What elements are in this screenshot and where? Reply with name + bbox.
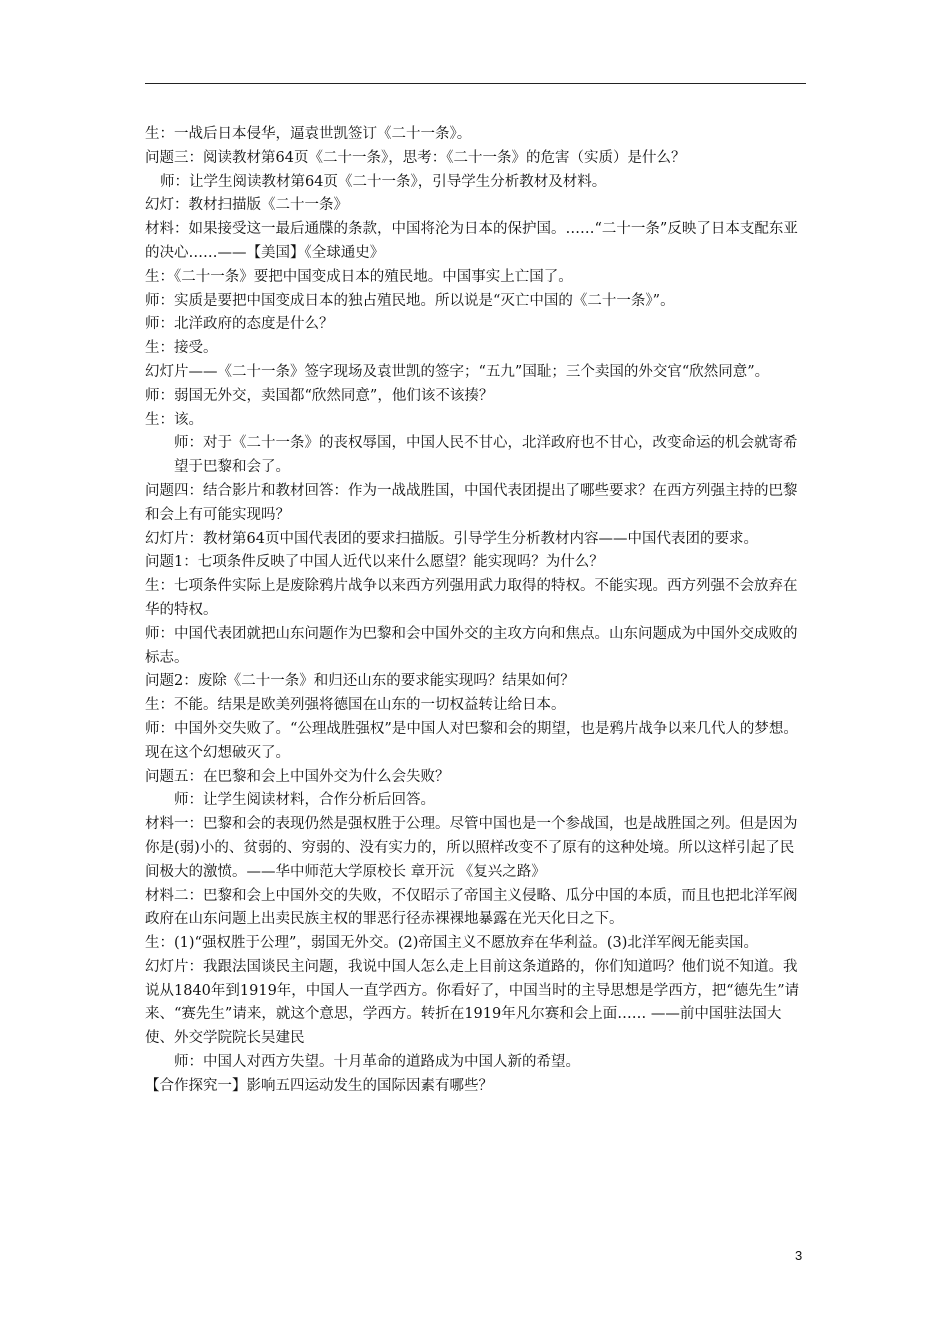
paragraph: 生：该。 [145, 411, 203, 428]
paragraph: 生：接受。 [145, 340, 218, 357]
paragraph: 生：不能。结果是欧美列强将德国在山东的一切权益转让给日本。 [145, 697, 566, 714]
paragraph: 生：一战后日本侵华，逼袁世凯签订《二十一条》。 [145, 126, 472, 142]
paragraph: 幻灯片：我跟法国谈民主问题，我说中国人怎么走上目前这条道路的，你们知道吗？他们说不知道。我说从1840年到1919年，中国人一直学西方。你看好了，中国当时的主导思想是学西方，把“德先生”请来、“赛先生”请来，就这个意思，学西方。转折在1919年凡尔赛和会上面…… ——前中国驻法国大使、外交学院院长吴建民 [145, 958, 800, 1047]
paragraph: 问题1：七项条件反映了中国人近代以来什么愿望？能实现吗？为什么？ [145, 554, 604, 571]
paragraph: 师：中国代表团就把山东问题作为巴黎和会中国外交的主攻方向和焦点。山东问题成为中国外交成败的标志。 [145, 625, 798, 666]
paragraph: 幻灯片：教材第64页中国代表团的要求扫描版。引导学生分析教材内容——中国代表团的要求。 [145, 530, 758, 547]
paragraph: 师：让学生阅读教材第64页《二十一条》，引导学生分析教材及材料。 [160, 173, 607, 190]
header-rule [145, 83, 806, 84]
paragraph: 问题三：阅读教材第64页《二十一条》，思考：《二十一条》的危害（实质）是什么？ [145, 149, 686, 166]
paragraph: 幻灯：教材扫描版《二十一条》 [145, 197, 348, 214]
page-number: 3 [795, 1248, 803, 1263]
paragraph: 幻灯片——《二十一条》签字现场及袁世凯的签字；“五九”国耻；三个卖国的外交官“欣然同意”。 [145, 363, 770, 380]
paragraph: 生：《二十一条》要把中国变成日本的殖民地。中国事实上亡国了。 [145, 268, 573, 285]
paragraph: 【合作探究一】影响五四运动发生的国际因素有哪些？ [145, 1077, 493, 1094]
paragraph: 师：中国人对西方失望。十月革命的道路成为中国人新的希望。 [174, 1054, 580, 1071]
paragraph: 师：北洋政府的态度是什么？ [145, 316, 334, 333]
paragraph: 材料二：巴黎和会上中国外交的失败，不仅昭示了帝国主义侵略、瓜分中国的本质，而且也把北洋军阀政府在山东问题上出卖民族主权的罪恶行径赤裸裸地暴露在光天化日之下。 [145, 887, 798, 928]
paragraph: 问题五：在巴黎和会上中国外交为什么会失败？ [145, 768, 450, 785]
paragraph: 师：中国外交失败了。“公理战胜强权”是中国人对巴黎和会的期望，也是鸦片战争以来几代人的梦想。现在这个幻想破灭了。 [145, 720, 798, 761]
paragraph: 材料一：巴黎和会的表现仍然是强权胜于公理。尽管中国也是一个参战国，也是战胜国之列。但是因为你是(弱)小的、贫弱的、穷弱的、没有实力的，所以照样改变不了原有的这种处境。所以这样引起了民间极大的激愤。——华中师范大学原校长 章开沅 《复兴之路》 [145, 816, 798, 880]
paragraph: 问题2：废除《二十一条》和归还山东的要求能实现吗？结果如何？ [145, 673, 575, 690]
paragraph: 师：实质是要把中国变成日本的独占殖民地。所以说是“灭亡中国的《二十一条》”。 [145, 292, 675, 309]
body-text [145, 123, 807, 1099]
paragraph: 材料：如果接受这一最后通牒的条款，中国将沦为日本的保护国。……“二十一条”反映了日本支配东亚的决心……——【美国】《全球通史》 [145, 221, 798, 261]
paragraph: 师：让学生阅读材料，合作分析后回答。 [174, 792, 435, 809]
paragraph: 生：七项条件实际上是废除鸦片战争以来西方列强用武力取得的特权。不能实现。西方列强不会放弃在华的特权。 [145, 578, 798, 618]
paragraph: 师：对于《二十一条》的丧权辱国，中国人民不甘心，北洋政府也不甘心，改变命运的机会就寄希望于巴黎和会了。 [174, 435, 798, 476]
paragraph: 师：弱国无外交，卖国都“欣然同意”，他们该不该揍？ [145, 387, 494, 404]
paragraph: 生：(1)“强权胜于公理”，弱国无外交。(2)帝国主义不愿放弃在华利益。(3)北洋军阀无能卖国。 [145, 935, 758, 952]
paragraph: 问题四：结合影片和教材回答：作为一战战胜国，中国代表团提出了哪些要求？在西方列强主持的巴黎和会上有可能实现吗？ [145, 482, 798, 523]
